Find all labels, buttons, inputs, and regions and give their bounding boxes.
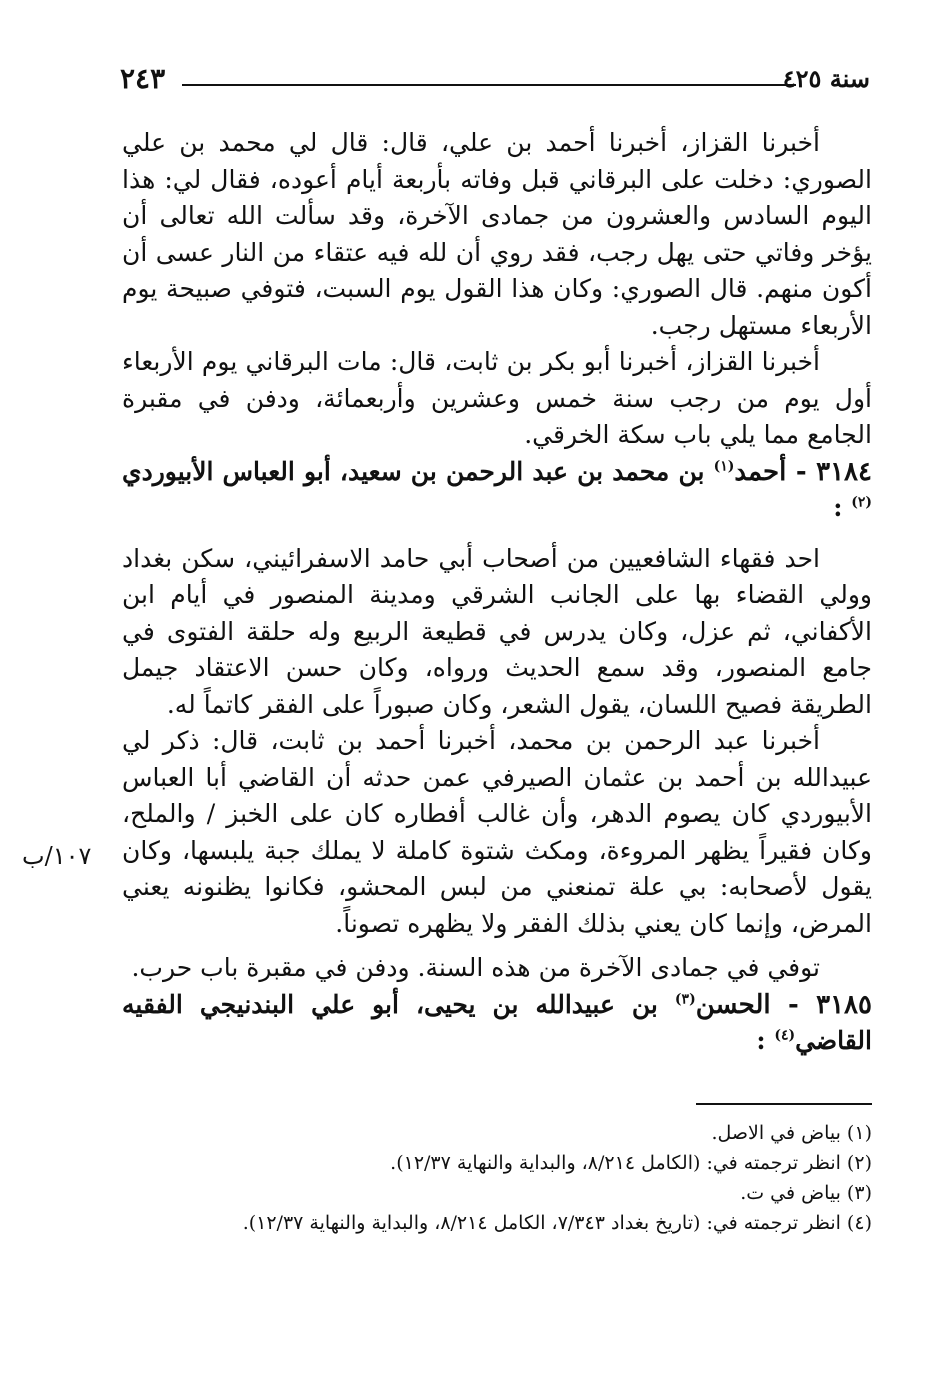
entry-name: الحسن (695, 989, 771, 1020)
footnotes (122, 1118, 872, 1238)
paragraph-2: أخبرنا القزاز، أخبرنا أبو بكر بن ثابت، قال: مات البرقاني يوم الأربعاء أول يوم من رجب سنة خمس وعشرين وأربعمائة، ودفن في مقبرة الجامع مما يلي باب سكة الخرقي. (122, 347, 872, 449)
footnote-rule (696, 1103, 872, 1105)
footnote-3: (٣) بياض في ت. (740, 1182, 872, 1204)
entry-name: أحمد (734, 456, 787, 487)
header-rule (182, 84, 796, 86)
entry-heading-3184 (122, 454, 872, 527)
page-number: ٢٤٣ (120, 62, 166, 95)
paragraph-4: أخبرنا عبد الرحمن بن محمد، أخبرنا أحمد بن ثابت، قال: ذكر لي عبيدالله بن أحمد بن عثمان الصيرفي عمن حدثه أن القاضي أبا العباس الأبيوردي كان يصوم الدهر، وأن غالب أفطاره كان على الخبز / والملح، وكان فقيراً يظهر المروءة، ومكث شتوة كاملة لا يملك جبة يلبسها، وكان يقول لأصحابه: بي علة تمنعني من لبس المحشو، فكانوا يظنونه يعني المرض، وإنما كان يعني بذلك الفقر ولا يظهره تصوناً. (122, 726, 872, 938)
footnote-ref: (٢) (851, 494, 872, 511)
running-title: سنة ٤٢٥ (782, 64, 870, 93)
page-header (120, 62, 870, 102)
entry-heading-3185 (122, 987, 872, 1060)
footnote-ref: (٣) (674, 991, 696, 1008)
entry-number: ٣١٨٥ - (770, 989, 872, 1020)
manuscript-folio-marker: ١٠٧/ب (22, 842, 92, 870)
main-text (122, 125, 872, 1060)
entry-lineage: بن محمد بن عبد الرحمن بن سعيد، أبو العباس الأبيوردي (122, 456, 714, 486)
footnote-2: (٢) انظر ترجمته في: (الكامل ٨/٢١٤، والبداية والنهاية ١٢/٣٧). (390, 1152, 872, 1174)
footnote-ref: (٤) (774, 1027, 796, 1044)
paragraph-1: أخبرنا القزاز، أخبرنا أحمد بن علي، قال: قال لي محمد بن علي الصوري: دخلت على البرقاني قبل وفاته بأربعة أيام أعوده، فقال لي: هذا اليوم السادس والعشرون من جمادى الآخرة، وقد سألت الله تعالى أن يؤخر وفاتي حتى يهل رجب، فقد روي أن لله فيه عتقاء من النار عسى أن أكون منهم. قال الصوري: وكان هذا القول يوم السبت، فتوفي صبيحة يوم الأربعاء مستهل رجب. (122, 128, 872, 340)
paragraph-5: توفي في جمادى الآخرة من هذه السنة. ودفن في مقبرة باب حرب. (131, 953, 820, 982)
entry-colon: : (756, 1026, 766, 1055)
footnote-ref: (١) (713, 458, 735, 475)
footnote-1: (١) بياض في الاصل. (711, 1122, 872, 1144)
entry-lineage: بن عبيدالله بن يحيى، أبو علي البندنيجي الفقيه القاضي (122, 989, 872, 1055)
footnote-4: (٤) انظر ترجمته في: (تاريخ بغداد ٧/٣٤٣، الكامل ٨/٢١٤، والبداية والنهاية ١٢/٣٧). (242, 1212, 872, 1234)
paragraph-3: احد فقهاء الشافعيين من أصحاب أبي حامد الاسفرائيني، سكن بغداد وولي القضاء بها على الجانب الشرقي ومدينة المنصور في أيام ابن الأكفاني، ثم عزل، وكان يدرس في قطيعة الربيع وله حلقة الفتوى في جامع المنصور، وقد سمع الحديث ورواه، وكان حسن الاعتقاد جيمل الطريقة فصيح اللسان، يقول الشعر، وكان صبوراً على الفقر كاتماً له. (122, 543, 872, 719)
entry-number: ٣١٨٤ - (786, 456, 872, 487)
entry-colon: : (833, 493, 843, 522)
